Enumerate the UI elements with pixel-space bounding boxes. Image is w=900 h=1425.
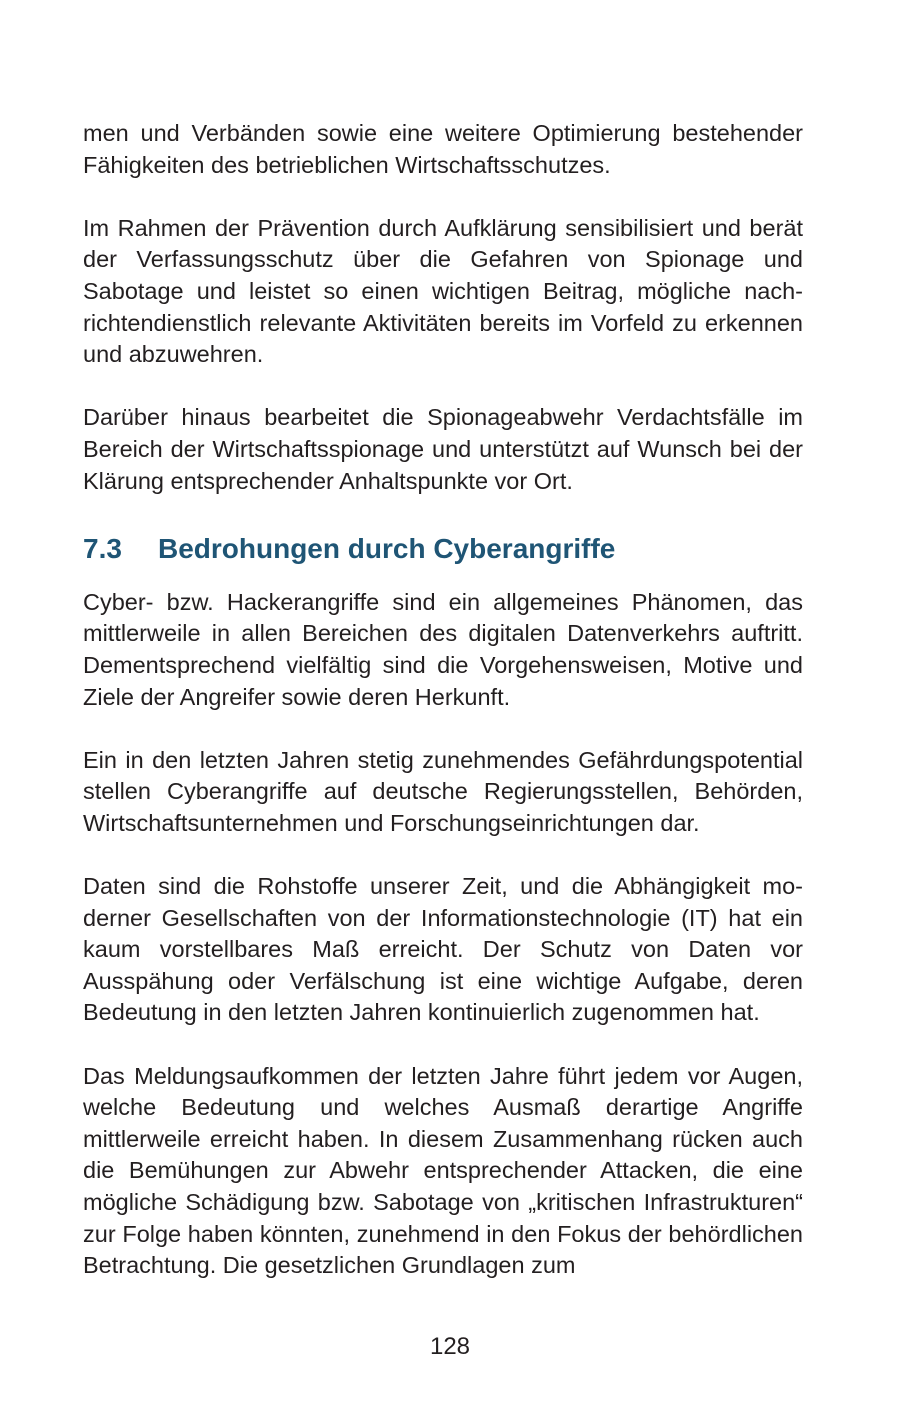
paragraph-data-protection: Daten sind die Rohstoffe unserer Zeit, und die Abhängigkeit moderner Gesellschaften von der Informationstechnologie (IT) hat ein kaum vorstellbares Maß erreicht. Der Schutz von Daten vor Ausspähung oder Verfälschung ist eine wichtige Aufgabe, deren Bedeutung in den letzten Jahren kontinuierlich zugenommen hat. — [83, 873, 803, 1026]
section-heading — [83, 529, 803, 569]
paragraph-threat-potential: Ein in den letzten Jahren stetig zunehmendes Gefährdungspotential stellen Cyberangriffe auf deutsche Regierungsstellen, Behörden, Wirtschaftsunternehmen und Forschungseinrichtungen dar. — [83, 746, 803, 836]
page-body — [83, 118, 803, 1313]
paragraph-continuation: men und Verbänden sowie eine weitere Optimierung bestehender Fähigkeiten des betrieblichen Wirtschaftsschutzes. — [83, 120, 803, 178]
paragraph-reporting: Das Meldungsaufkommen der letzten Jahre führt jedem vor Augen, welche Bedeutung und welches Ausmaß derartige Angriffe mittlerweile erreicht haben. In diesem Zusammenhang rücken auch die Bemühungen zur Abwehr entsprechender Attacken, die eine mögliche Schädigung bzw. Sabotage von „kritischen Infrastrukturen“ zur Folge haben könnten, zunehmend in den Fokus der behördlichen Betrachtung. Die gesetzlichen Grundlagen zum — [83, 1062, 803, 1279]
section-number: 7.3 — [83, 532, 122, 564]
page-number: 128 — [429, 1333, 471, 1360]
paragraph-cyber-phenomenon: Cyber- bzw. Hackerangriffe sind ein allgemeines Phänomen, das mittlerweile in allen Bereichen des digitalen Datenverkehrs auftritt. Dementsprechend vielfältig sind die Vorgehensweisen, Motive und Ziele der Angreifer sowie deren Herkunft. — [83, 588, 803, 710]
paragraph-counterintelligence: Darüber hinaus bearbeitet die Spionageabwehr Verdachtsfälle im Bereich der Wirtschaftsspionage und unterstützt auf Wunsch bei der Klärung entsprechender Anhaltspunkte vor Ort. — [83, 404, 803, 494]
section-title: Bedrohungen durch Cyberangriffe — [158, 532, 616, 564]
paragraph-prevention: Im Rahmen der Prävention durch Aufklärung sensibilisiert und berät der Verfassungsschutz über die Gefahren von Spionage und Sabotage und leistet so einen wichtigen Beitrag, mögliche nachrichtendienstlich relevante Aktivitäten bereits im Vorfeld zu erkennen und abzuwehren. — [83, 214, 803, 368]
